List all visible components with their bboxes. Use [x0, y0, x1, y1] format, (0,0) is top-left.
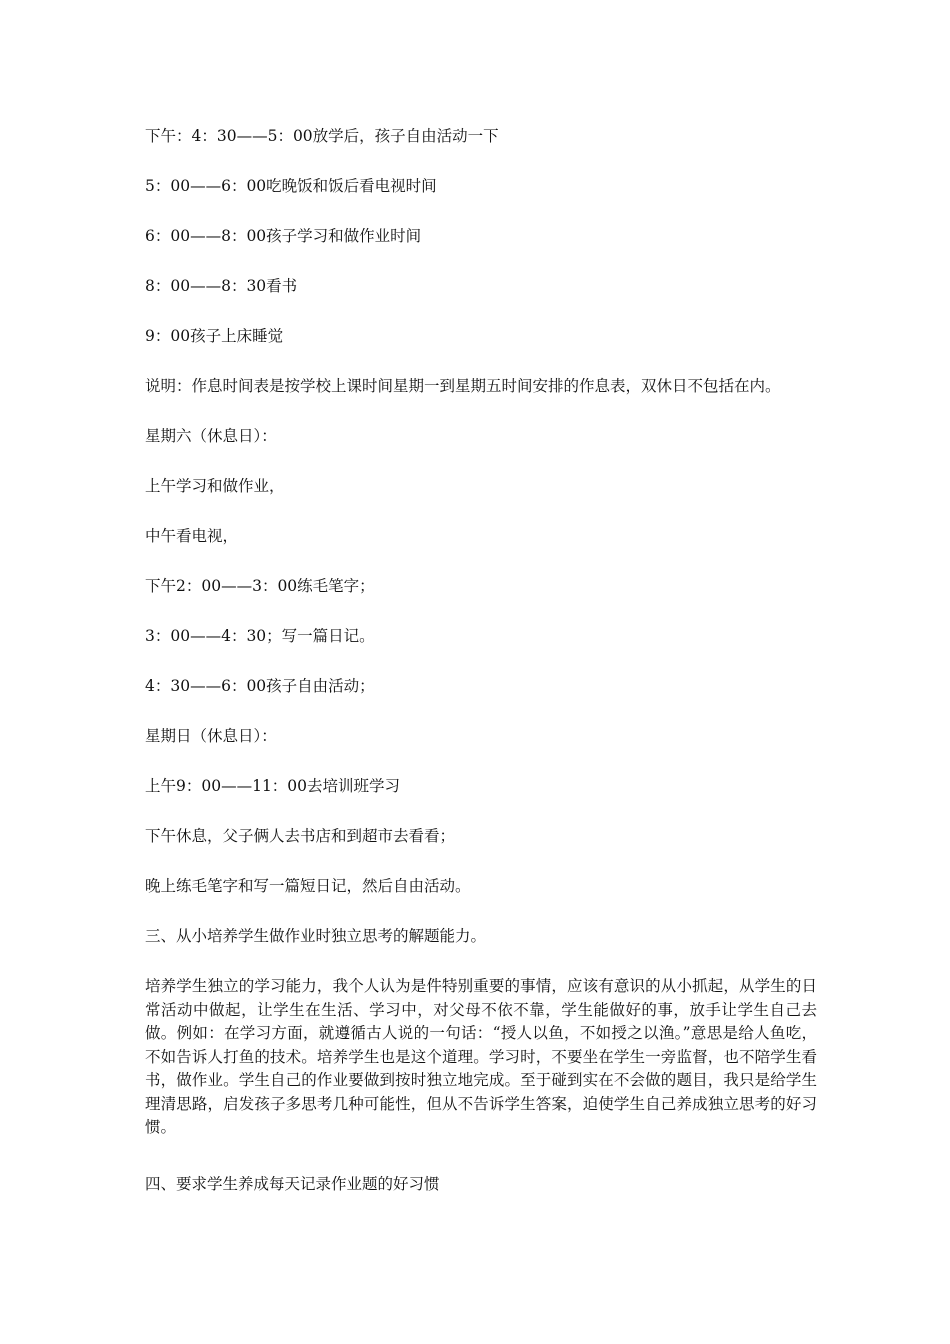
- saturday-diary: 3：00——4：30；写一篇日记。: [145, 627, 375, 645]
- sunday-evening: 晚上练毛笔字和写一篇短日记，然后自由活动。: [145, 877, 471, 895]
- schedule-note: 说明：作息时间表是按学校上课时间星期一到星期五时间安排的作息表，双休日不包括在内。: [145, 377, 781, 395]
- schedule-line-homework: 6：00——8：00孩子学习和做作业时间: [145, 227, 422, 245]
- saturday-free-time: 4：30——6：00孩子自由活动；: [145, 677, 375, 695]
- saturday-morning: 上午学习和做作业，: [145, 477, 285, 495]
- schedule-line-dinner: 5：00——6：00吃晚饭和饭后看电视时间: [145, 177, 437, 195]
- sunday-heading: 星期日（休息日）：: [145, 727, 277, 745]
- saturday-calligraphy: 下午2：00——3：00练毛笔字；: [145, 577, 375, 595]
- section-3-paragraph: 培养学生独立的学习能力，我个人认为是件特别重要的事情，应该有意识的从小抓起，从学生的日常活动中做起，让学生在生活、学习中，对父母不依不靠，学生能做好的事，放手让学生自己去做。例如：在学习方面，就遵循古人说的一句话：“授人以鱼，不如授之以渔。”意思是给人鱼吃，不如告诉人打鱼的技术。培养学生也是这个道理。学习时，不要坐在学生一旁监督，也不陪学生看书，做作业。学生自己的作业要做到按时独立地完成。至于碰到实在不会做的题目，我只是给学生理清思路，启发孩子多思考几种可能性，但从不告诉学生答案，迫使学生自己养成独立思考的好习惯。: [145, 977, 817, 1136]
- saturday-noon: 中午看电视，: [145, 527, 239, 545]
- saturday-heading: 星期六（休息日）：: [145, 427, 277, 445]
- section-heading-3: 三、从小培养学生做作业时独立思考的解题能力。: [145, 927, 487, 945]
- sunday-afternoon: 下午休息，父子俩人去书店和到超市去看看；: [145, 827, 456, 845]
- sunday-morning: 上午9：00——11：00去培训班学习: [145, 777, 401, 795]
- schedule-line-bedtime: 9：00孩子上床睡觉: [145, 327, 284, 345]
- schedule-line-afternoon-release: 下午：4：30——5：00放学后，孩子自由活动一下: [145, 127, 499, 145]
- section-heading-4: 四、要求学生养成每天记录作业题的好习惯: [145, 1175, 440, 1193]
- schedule-line-reading: 8：00——8：30看书: [145, 277, 298, 295]
